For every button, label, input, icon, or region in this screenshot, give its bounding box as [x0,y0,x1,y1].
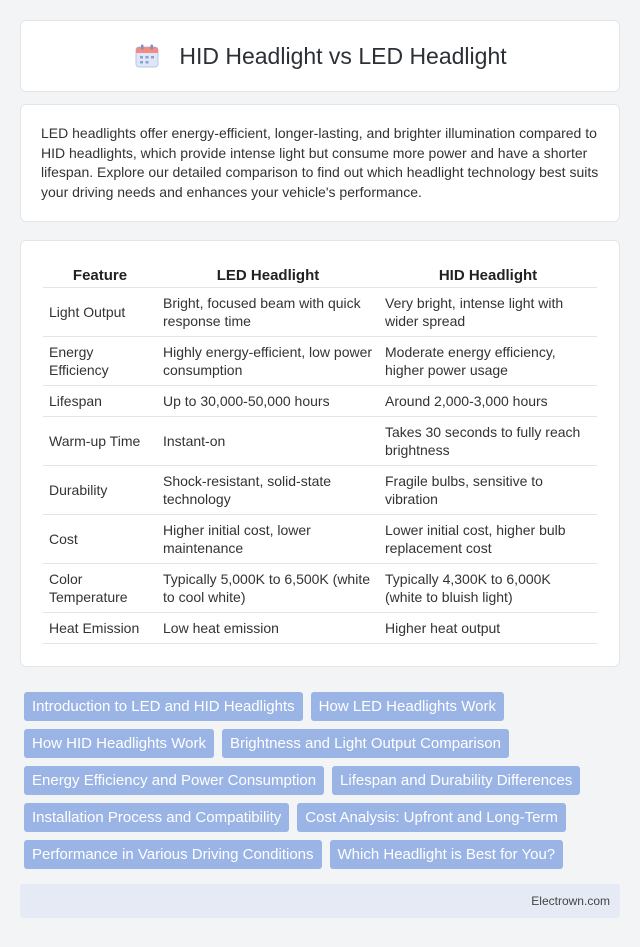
led-cell: Shock-resistant, solid-state technology [157,466,379,515]
hid-cell: Fragile bulbs, sensitive to vibration [379,466,597,515]
title-card [20,20,620,92]
link-lifespan-durability[interactable]: Lifespan and Durability Differences [332,766,580,795]
feature-cell: Durability [43,466,157,515]
hid-cell: Lower initial cost, higher bulb replacement cost [379,515,597,564]
hid-cell: Around 2,000-3,000 hours [379,386,597,417]
table-row [43,417,597,466]
table-row [43,386,597,417]
table-row [43,337,597,386]
header-hid: HID Headlight [379,261,597,288]
related-links [20,692,620,869]
feature-cell: Energy Efficiency [43,337,157,386]
hid-cell: Higher heat output [379,613,597,644]
hid-cell: Very bright, intense light with wider spread [379,288,597,337]
feature-cell: Warm-up Time [43,417,157,466]
feature-cell: Cost [43,515,157,564]
calendar-icon [133,42,161,70]
link-driving-conditions[interactable]: Performance in Various Driving Conditions [24,840,322,869]
header-feature: Feature [43,261,157,288]
hid-cell: Moderate energy efficiency, higher power usage [379,337,597,386]
comparison-table [43,261,597,644]
link-brightness-comparison[interactable]: Brightness and Light Output Comparison [222,729,509,758]
led-cell: Instant-on [157,417,379,466]
intro-text: LED headlights offer energy-efficient, longer-lasting, and brighter illumination compared to HID headlights, which provide intense light but consume more power and have a shorter lifespan. Explore our detailed comparison to find out which headlight technology best suits your driving needs and enhances your vehicle's performance. [41,125,599,200]
link-installation[interactable]: Installation Process and Compatibility [24,803,289,832]
led-cell: Higher initial cost, lower maintenance [157,515,379,564]
link-cost-analysis[interactable]: Cost Analysis: Upfront and Long-Term [297,803,566,832]
led-cell: Low heat emission [157,613,379,644]
hid-cell: Takes 30 seconds to fully reach brightness [379,417,597,466]
footer [20,884,620,918]
page-title: HID Headlight vs LED Headlight [179,42,507,69]
intro-card [20,104,620,222]
feature-cell: Heat Emission [43,613,157,644]
footer-brand[interactable]: Electrown.com [531,894,610,908]
led-cell: Bright, focused beam with quick response time [157,288,379,337]
feature-cell: Color Temperature [43,564,157,613]
comparison-table-card [20,240,620,667]
link-how-led-works[interactable]: How LED Headlights Work [311,692,504,721]
table-row [43,613,597,644]
link-energy-efficiency[interactable]: Energy Efficiency and Power Consumption [24,766,324,795]
led-cell: Up to 30,000-50,000 hours [157,386,379,417]
link-how-hid-works[interactable]: How HID Headlights Work [24,729,214,758]
table-row [43,515,597,564]
table-row [43,564,597,613]
feature-cell: Light Output [43,288,157,337]
table-row [43,288,597,337]
link-best-headlight[interactable]: Which Headlight is Best for You? [330,840,564,869]
led-cell: Typically 5,000K to 6,500K (white to cool white) [157,564,379,613]
table-row [43,466,597,515]
link-intro-led-hid[interactable]: Introduction to LED and HID Headlights [24,692,303,721]
hid-cell: Typically 4,300K to 6,000K (white to bluish light) [379,564,597,613]
feature-cell: Lifespan [43,386,157,417]
header-led: LED Headlight [157,261,379,288]
led-cell: Highly energy-efficient, low power consumption [157,337,379,386]
table-header-row [43,261,597,288]
